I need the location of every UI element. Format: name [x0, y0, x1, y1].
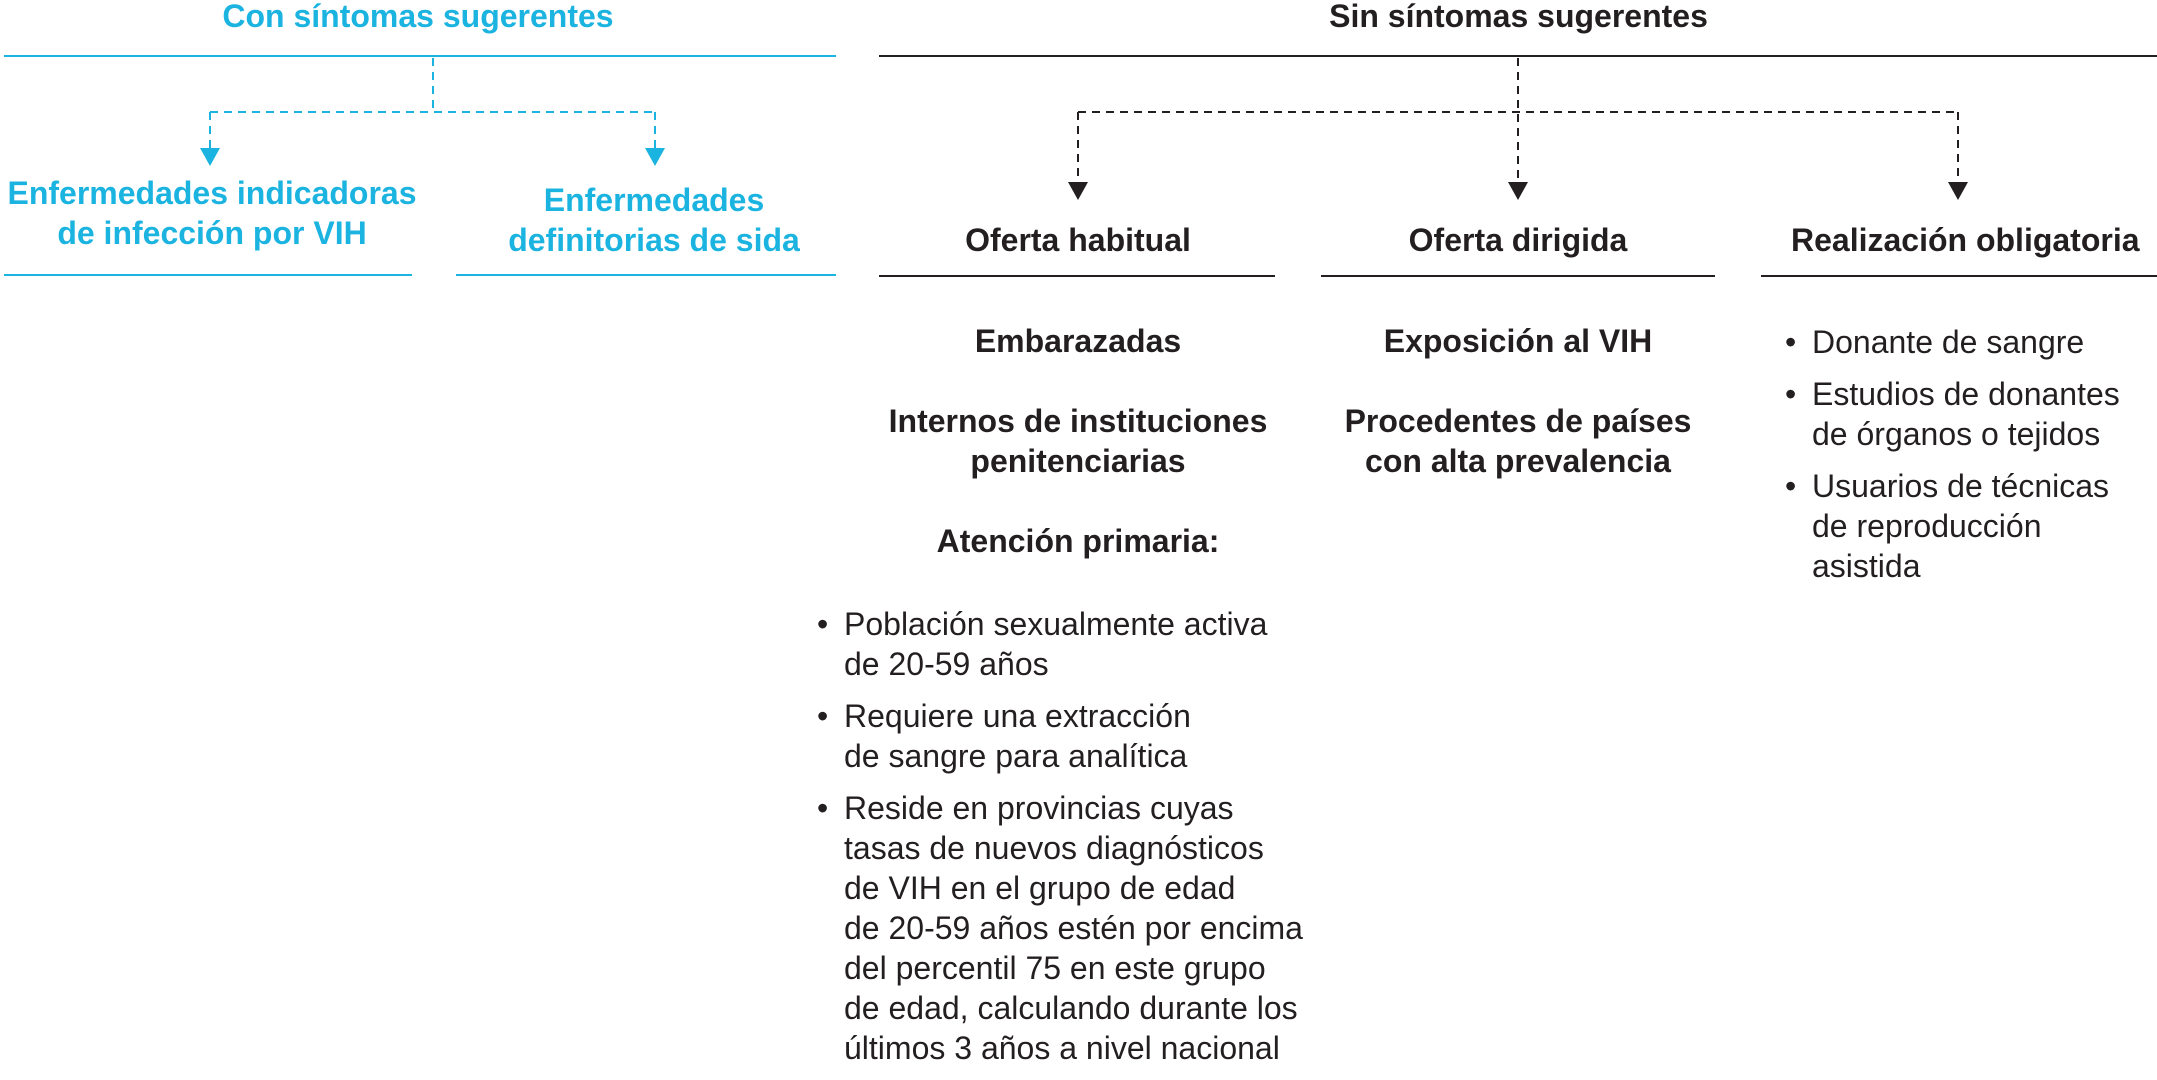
- left-connectors: [210, 58, 655, 148]
- group-line: con alta prevalencia: [1365, 443, 1671, 479]
- column-title-oferta-habitual: Oferta habitual: [965, 222, 1191, 258]
- group-line: Internos de instituciones: [888, 403, 1268, 439]
- header-con-sintomas: Con síntomas sugerentes: [222, 0, 614, 34]
- box-enfermedades-indicadoras: [0, 173, 424, 253]
- bullet-item: • Estudios de donantes de órganos o tejidos: [1785, 374, 2120, 454]
- group-line: penitenciarias: [970, 443, 1186, 479]
- column-divider: [1321, 275, 1715, 277]
- bullet-item: • Reside en provincias cuyas tasas de nuevos diagnósticos de VIH en el grupo de edad de 20-59 años estén por encima del percentil 75 en este grupo de edad, calculando durante los últimos 3 años a nivel nacional: [817, 788, 1303, 1068]
- box-line: Enfermedades indicadoras: [7, 175, 417, 211]
- group-exposicion-vih: Exposición al VIH: [1383, 323, 1653, 359]
- column-title-oferta-dirigida: Oferta dirigida: [1408, 222, 1628, 258]
- box-divider: [456, 274, 836, 276]
- arrow-down-icon: [1068, 182, 1088, 200]
- bullet-item: • Población sexualmente activa de 20-59 años: [817, 604, 1303, 684]
- box-divider: [4, 274, 412, 276]
- column-divider: [879, 275, 1275, 277]
- arrow-down-icon: [200, 148, 220, 166]
- header-divider-right: [879, 55, 2157, 57]
- bullet-item: • Requiere una extracción de sangre para analítica: [817, 696, 1303, 776]
- column-divider: [1761, 275, 2157, 277]
- group-atencion-primaria: Atención primaria:: [936, 523, 1220, 559]
- arrow-down-icon: [645, 148, 665, 166]
- header-divider-left: [4, 55, 836, 57]
- bullet-list-obligatoria: [1785, 322, 2120, 598]
- group-internos: [858, 401, 1298, 481]
- bullet-item: • Donante de sangre: [1785, 322, 2120, 362]
- group-embarazadas: Embarazadas: [974, 323, 1182, 359]
- bullet-list-atencion-primaria: [817, 604, 1303, 1080]
- arrow-down-icon: [1508, 182, 1528, 200]
- box-line: definitorias de sida: [508, 222, 800, 258]
- arrow-down-icon: [1948, 182, 1968, 200]
- box-line: Enfermedades: [543, 182, 765, 218]
- group-line: Procedentes de países: [1344, 403, 1692, 439]
- right-connectors: [1078, 58, 1958, 182]
- box-enfermedades-definitorias: [454, 180, 854, 260]
- bullet-item: • Usuarios de técnicas de reproducción asistida: [1785, 466, 2120, 586]
- group-procedentes: [1298, 401, 1738, 481]
- column-title-realizacion-obligatoria: Realización obligatoria: [1791, 222, 2140, 258]
- box-line: de infección por VIH: [57, 215, 367, 251]
- header-sin-sintomas: Sin síntomas sugerentes: [1329, 0, 1708, 34]
